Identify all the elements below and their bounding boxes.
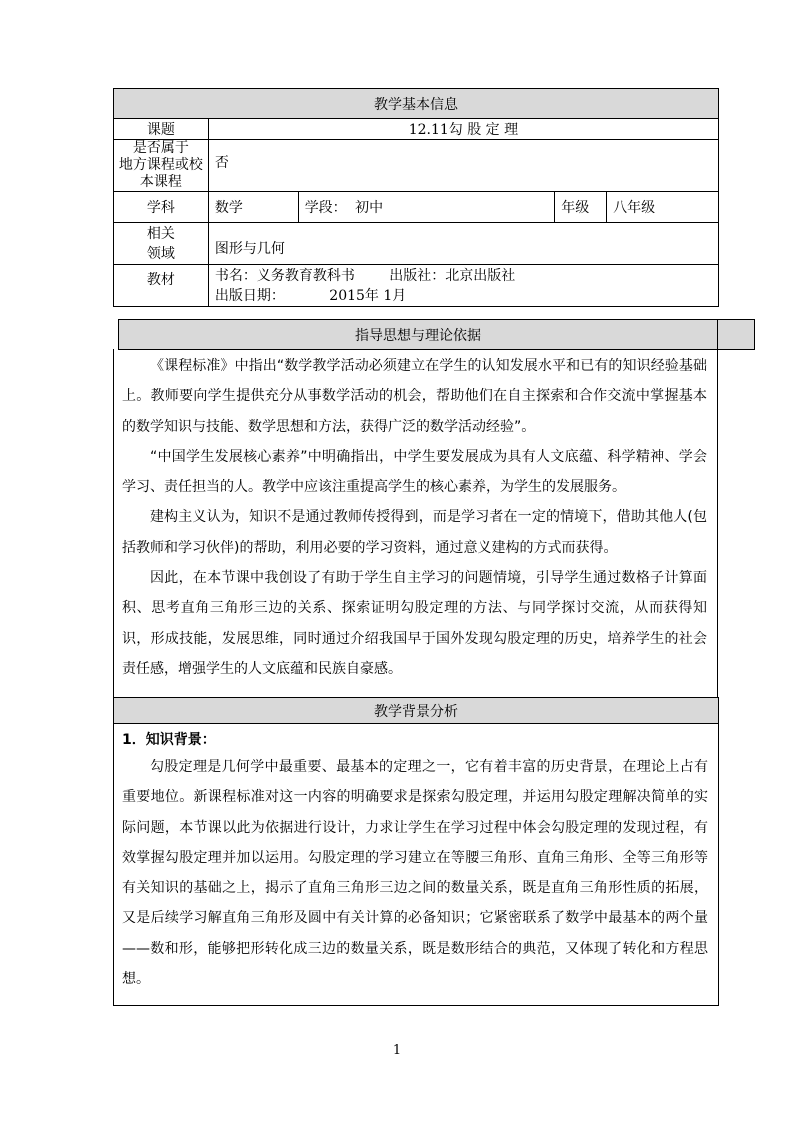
guiding-body	[113, 349, 718, 697]
field-label-line2: 领域	[146, 245, 175, 262]
field-value: 图形与几何	[208, 223, 718, 265]
pub-date-label: 出版日期：	[214, 287, 285, 304]
background-table	[113, 697, 719, 1006]
basic-info-table	[113, 88, 719, 307]
background-header: 教学背景分析	[114, 698, 719, 724]
guiding-table	[118, 319, 755, 350]
subject-value: 数学	[208, 192, 298, 223]
stage-value: 初中	[355, 200, 384, 216]
local-course-label-line1: 是否属于	[132, 140, 189, 156]
pub-date-value: 2015年 1月	[329, 287, 407, 304]
subject-label: 学科	[114, 192, 209, 223]
guiding-paragraph-2: “中国学生发展核心素养”中明确指出，中学生要发展成为具有人文底蕴、科学精神、学会学习、责任担当的人。教学中应该注重提高学生的核心素养，为学生的发展服务。	[122, 448, 707, 496]
guiding-paragraph-4: 因此，在本节课中我创设了有助于学生自主学习的问题情境，引导学生通过数格子计算面积、思考直角三角形三边的关系、探索证明勾股定理的方法、与同学探讨交流，从而获得知识，形成技能，发展思维，同时通过介绍我国早于国外发现勾股定理的历史，培养学生的社会责任感，增强学生的人文底蕴和民族自豪感。	[122, 570, 707, 677]
topic-label: 课题	[114, 119, 209, 140]
book-name: 书名：义务教育教科书	[214, 267, 355, 284]
publisher: 出版社：北京出版社	[389, 267, 516, 284]
stage-label: 学段：	[304, 200, 347, 216]
background-body	[114, 724, 719, 1006]
knowledge-background-title: 1．知识背景：	[122, 732, 216, 748]
local-course-label-line2: 地方课程或校本课程	[118, 157, 203, 190]
page-number: 1	[392, 1043, 402, 1058]
textbook-info	[208, 265, 718, 307]
topic-value: 12.11勾 股 定 理	[208, 119, 718, 140]
basic-info-header: 教学基本信息	[114, 89, 719, 119]
field-label-line1: 相关	[146, 225, 175, 242]
grade-value: 八年级	[607, 192, 719, 223]
field-label	[114, 223, 209, 265]
stage-cell	[298, 192, 555, 223]
guiding-header: 指导思想与理论依据	[119, 320, 718, 350]
textbook-label: 教材	[114, 265, 209, 307]
local-course-value: 否	[208, 140, 718, 192]
knowledge-background-paragraph: 勾股定理是几何学中最重要、最基本的定理之一，它有着丰富的历史背景，在理论上占有重要地位。新课程标准对这一内容的明确要求是探索勾股定理，并运用勾股定理解决简单的实际问题，本节课以此为依据进行设计，力求让学生在学习过程中体会勾股定理的发现过程，有效掌握勾股定理并加以运用。勾股定理的学习建立在等腰三角形、直角三角形、全等三角形等有关知识的基础之上，揭示了直角三角形三边之间的数量关系，既是直角三角形性质的拓展，又是后续学习解直角三角形及圆中有关计算的必备知识；它紧密联系了数学中最基本的两个量——数和形，能够把形转化成三边的数量关系，既是数形结合的典范，又体现了转化和方程思想。	[122, 759, 708, 988]
guiding-paragraph-1: 《课程标准》中指出“数学教学活动必须建立在学生的认知发展水平和已有的知识经验基础上。教师要向学生提供充分从事数学活动的机会，帮助他们在自主探索和合作交流中掌握基本的数学知识与技能、数学思想和方法，获得广泛的数学活动经验”。	[122, 358, 707, 435]
grade-label: 年级	[555, 192, 607, 223]
local-course-label	[114, 140, 209, 192]
guiding-paragraph-3: 建构主义认为，知识不是通过教师传授得到，而是学习者在一定的情境下，借助其他人(包括教师和学习伙伴)的帮助，利用必要的学习资料，通过意义建构的方式而获得。	[122, 509, 707, 556]
guiding-header-extra-cell	[718, 320, 755, 350]
